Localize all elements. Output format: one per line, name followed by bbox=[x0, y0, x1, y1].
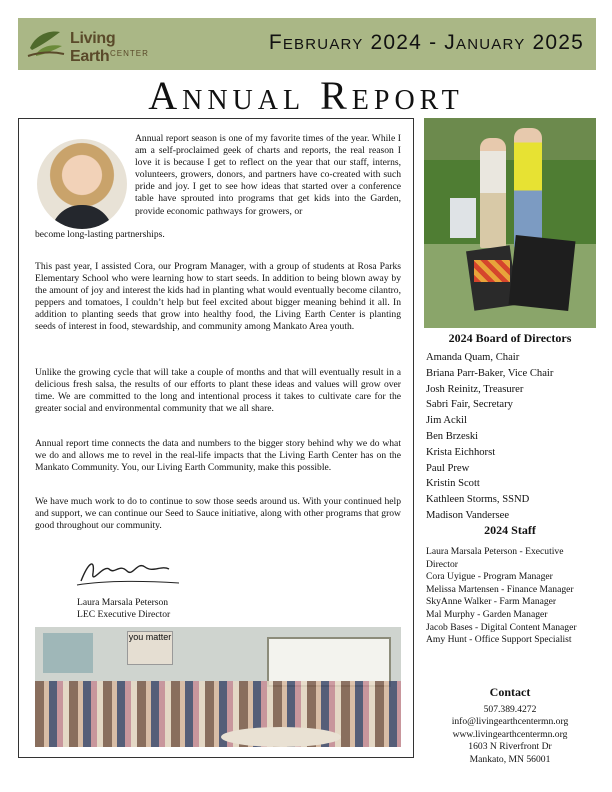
list-item: Madison Vandersee bbox=[426, 509, 510, 521]
list-item: Josh Reinitz, Treasurer bbox=[426, 383, 524, 395]
list-item: Paul Prew bbox=[426, 462, 470, 474]
logo bbox=[26, 24, 149, 65]
list-item: Sabri Fair, Secretary bbox=[426, 399, 513, 411]
letter-paragraph-4: Annual report time connects the data and numbers to the bigger story behind why we do what we do and allows me to revel in the real-life impacts that the Living Earth Center has on the Mankato Community. You, our Living Earth Community, make this possible. bbox=[35, 438, 401, 474]
contact-website[interactable]: www.livingearthcentermn.org bbox=[452, 728, 568, 740]
staff-list bbox=[426, 546, 596, 647]
list-item: Mal Murphy - Garden Manager bbox=[426, 608, 548, 620]
list-item: Laura Marsala Peterson - Executive Director bbox=[426, 546, 564, 570]
contact-heading: Contact bbox=[489, 685, 531, 699]
list-item: Jacob Bases - Digital Content Manager bbox=[426, 621, 577, 633]
logo-text: Living Earth bbox=[70, 30, 116, 65]
list-item: Jim Ackil bbox=[426, 415, 467, 427]
header-banner bbox=[18, 18, 596, 70]
classroom-photo bbox=[35, 627, 401, 747]
classroom-sign: you matter bbox=[127, 631, 173, 665]
letter-paragraph-1: Annual report season is one of my favorite times of the year. While I am a self-proclaimed geek of charts and reports, the real reason I love it is because I get to reflect on the year that our staff, interns, volunteers, growers, donors, and partners have co-created with such pride and joy. I get to see how ideas that started over a conference table have sprouted into programs that get kids into the Garden, provide economic pathways for growers, or bbox=[135, 133, 401, 217]
board-list bbox=[426, 350, 598, 524]
list-item: Ben Brzeski bbox=[426, 430, 479, 442]
director-portrait bbox=[37, 139, 127, 229]
list-item: Briana Parr-Baker, Vice Chair bbox=[426, 367, 554, 379]
list-item: Kristin Scott bbox=[426, 478, 480, 490]
staff-heading: 2024 Staff bbox=[484, 523, 536, 537]
signer-title: LEC Executive Director bbox=[77, 609, 171, 620]
contact-city: Mankato, MN 56001 bbox=[469, 753, 551, 765]
letter-paragraph-2: This past year, I assisted Cora, our Program Manager, with a group of students at Rosa Parks Elementary School who were learning how to start seeds. In addition to being blown away by the amount of joy and interest the kids had in planting what would eventually become cilantro, peppers and tomatoes, I couldn’t help but feel excited about bigger meaning behind it all. In addition to planting seeds that grow into healthy food, the Living Earth Center is planting seeds of interest in food, stewardship, and community among Mankato Area youth. bbox=[35, 261, 401, 333]
list-item: Melissa Martensen - Finance Manager bbox=[426, 583, 574, 595]
letter-paragraph-1-end: become long-lasting partnerships. bbox=[35, 229, 165, 240]
list-item: Krista Eichhorst bbox=[426, 446, 496, 458]
list-item: Cora Uyigue - Program Manager bbox=[426, 571, 553, 583]
signer-block bbox=[77, 597, 170, 621]
letter-paragraph-5: We have much work to do to continue to sow those seeds around us. With your continued help and support, we can continue our Seed to Sauce initiative, along with other programs that grow good throughout our community. bbox=[35, 496, 401, 532]
garden-photo bbox=[424, 118, 596, 328]
page-title: Annual Report bbox=[148, 73, 464, 118]
contact-phone[interactable]: 507.389.4272 bbox=[483, 704, 537, 715]
board-heading: 2024 Board of Directors bbox=[448, 331, 572, 345]
letter-paragraph-3: Unlike the growing cycle that will take a couple of months and that will eventually result in a delicious fresh salsa, the results of our efforts to plant these ideas and values will grow over time. We are committed to the long and intentional process it takes to cultivate care for the greater social and environmental community that we all share. bbox=[35, 367, 401, 415]
list-item: Amy Hunt - Office Support Specialist bbox=[426, 634, 572, 646]
leaf-icon bbox=[26, 24, 66, 60]
list-item: Kathleen Storms, SSND bbox=[426, 494, 530, 506]
logo-subtext: CENTER bbox=[110, 49, 149, 58]
signer-name: Laura Marsala Peterson bbox=[77, 597, 169, 608]
date-range: February 2024 - January 2025 bbox=[268, 31, 584, 54]
signature bbox=[75, 555, 185, 591]
director-letter bbox=[18, 118, 414, 758]
contact-email[interactable]: info@livingearthcentermn.org bbox=[451, 716, 569, 728]
list-item: Amanda Quam, Chair bbox=[426, 352, 520, 363]
contact-list bbox=[424, 704, 596, 766]
contact-street: 1603 N Riverfront Dr bbox=[468, 741, 552, 753]
list-item: SkyAnne Walker - Farm Manager bbox=[426, 596, 557, 608]
